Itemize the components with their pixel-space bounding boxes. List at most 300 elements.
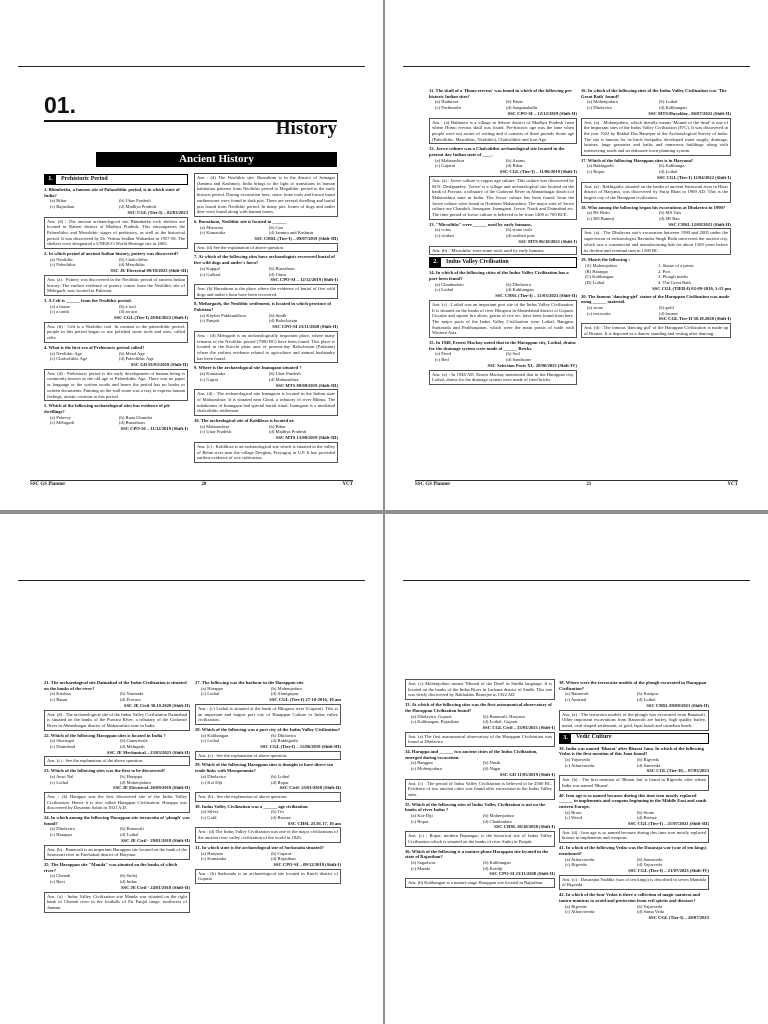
option: (a) Chanhudaro [435, 281, 464, 287]
exam-source: SSC CGL (Tier-I) 12/04/2022 (Shift-I) [656, 174, 731, 180]
option: (d) Mesolithic [119, 262, 146, 268]
match-cell: 2. Port [658, 268, 671, 274]
option: (b) Dholavira [271, 732, 296, 738]
question-block [405, 802, 555, 847]
match-cell: (A) Mohenjodaro [585, 262, 618, 268]
options-grid [429, 227, 577, 238]
options-grid [44, 198, 188, 209]
match-cell: 4. The Great Bath [658, 280, 691, 286]
exam-source: SSC CPO-SI 23/11/2020 (Shift-II) [272, 324, 338, 330]
question-text: 41. In which of the following Vedas was the Dasaraja war (war of ten kings) mentioned? [559, 845, 707, 856]
question-text: 14. In which of the following cities of the Indus Valley Civilization has a port been found? [429, 270, 569, 281]
option: (b) Assam [506, 157, 525, 163]
exam-source: SSC CHSL (Tier-I) – 21/03/2023 (Shift-II) [495, 293, 577, 299]
question-text: 2. In which period of ancient Indian history, pottery was discovered? [44, 251, 179, 257]
option: (b) Uttar Pradesh [269, 371, 301, 377]
options-grid [44, 257, 188, 268]
answer-box: Ans. (b) : Banawali is an important Harappan site located on the bank of the Saraswati river in Fatehabad district of Haryana. [44, 845, 190, 860]
option: (c) Kot Diji [201, 779, 223, 785]
exam-source: SSC CHSL (Tier-I) – 09/07/2019 (Shift-III) [254, 236, 338, 242]
question-block [559, 845, 709, 890]
page-footer [30, 480, 353, 487]
question-block [405, 702, 555, 747]
question-text: 13. "Microliths" were ______ used by early humans. [429, 221, 532, 227]
exam-source: SSC CHSL 12/08/2021 (Shift-II) [668, 221, 731, 227]
question-text: 28. Which of the following was a port city of the Indus Valley Civilization? [195, 726, 341, 732]
answer-box: Ans. (d) : The famous 'dancing girl' of the Harappan Civilization is made up of Bronze. It is depicted as a dancer standing and resting after dancing. [581, 323, 731, 338]
option: (a) Fired [435, 351, 451, 357]
option: (a) Palavoy [50, 414, 72, 420]
section-heading-vedic [559, 733, 709, 744]
option: (a) Hathnora [435, 99, 459, 105]
exam-source: SSC CHSL 25.01.17, 10 am [287, 820, 341, 826]
answer-box: Ans. (c) : See the explanation of above question. [195, 751, 341, 761]
option: (b) gold [659, 304, 674, 310]
option: (c) Dholavira [587, 105, 612, 111]
top-rule [403, 66, 750, 67]
question-text: 16. In which of the following sites of the Indus Valley Civilization was 'The Great Bath' found? [581, 88, 727, 99]
option: (c) Lothal [435, 287, 454, 293]
options-grid [195, 686, 341, 697]
options-grid [559, 691, 709, 702]
option: (b) stone tools [506, 227, 533, 233]
option: (c) Ropar [587, 169, 605, 175]
option: (d) Utnur [269, 271, 287, 277]
question-text: 42. In which of the four Vedas is there a collection of magic mantras and tantra-mantras to avoid and protection from evil spirits and diseases? [559, 892, 701, 903]
option: (a) Mohenjodaro [587, 99, 618, 105]
option: (c) terracotta [587, 310, 611, 316]
exam-source: SSC CHSL 20/10/2020 (Shift-I) [494, 824, 555, 830]
option: (c) Mohenjodaro [411, 766, 442, 772]
options-grid [559, 757, 709, 768]
answer-box: Ans. (b) Burzahom is the place where the evidence of burial of five wild dogs and antler's horn have been recovered. [194, 284, 338, 299]
option: (d) an urn [119, 309, 138, 315]
question-text: 25. The Harappan site "Manda" was situated on the banks of which river? [44, 861, 178, 873]
option: (b) Yajurveda [637, 903, 663, 909]
section-number: 1. [45, 175, 56, 184]
option: (d) Bihar [506, 163, 523, 169]
question-block [44, 187, 188, 249]
option: (d) Mohenjodaro [120, 779, 152, 785]
option: (c) Banas [50, 697, 68, 703]
answer-box: Ans. (d) : The archaeological site Inamgaon is located in the Indian state of Maharashtra. It is situated near Ghod, a tributary of river Bhima. The inhabitants of Inamgaon had special burial ritual. Inamgaon is a mutilated chalcolithic settlement. [194, 389, 338, 416]
page-footer [415, 480, 738, 487]
option: (a) Banawali [565, 691, 589, 697]
option: (a) Haryana [201, 850, 223, 856]
answer-box: Ans. (c) : Lothal was an important port site of the Indus Valley Civilization. It is situated on the banks of river Bhogava in Ahmedabad district of Gujarat. Circular and square fire altars, grains of rice etc. have been found from here. The major ports of the Indus Valley Civilization were Lothal, Rangpur, Surkotada and Prabhaspatan, which were the main points of trade with Western Asia. [429, 300, 577, 338]
question-text: 23. Which of the following sites was the first to be discovered? [44, 768, 166, 774]
question-block [559, 892, 709, 921]
chapter-number: 01. [44, 92, 76, 118]
options-grid [559, 857, 709, 868]
option: (c) Karnataka [200, 230, 226, 236]
option: (c) Gufkral [200, 271, 221, 277]
question-list [429, 88, 577, 255]
option: (c) Ropar [411, 818, 429, 824]
question-text: 30. Indus Valley Civilization was a ______ age civilization. [195, 803, 309, 809]
question-block [44, 815, 190, 860]
exam-source: SSC MTS/Havaldar– 06/07/2022 (Shift-II) [648, 110, 731, 116]
option: (a) Bihar [50, 198, 67, 204]
option: (c) Pachmarhi [435, 105, 461, 111]
options-grid [581, 99, 731, 110]
option: (a) Yajurveda [565, 757, 590, 763]
exam-source: SSC JE Electrical–26/09/2019 (Shift-II) [113, 785, 190, 791]
page-22-right-column [195, 678, 341, 884]
option: (b) Bihar [269, 423, 286, 429]
page-22 [0, 514, 383, 1024]
exam-source: SSC JE Electrical 09/10/2023 (Shift-III) [110, 268, 188, 274]
exam-source: SSC CPO-SI – 12/12/2019 (Shift-I) [270, 277, 338, 283]
option: (b) Patne [506, 99, 523, 105]
option: (a) Rakhigarhi [587, 163, 614, 169]
question-text: 34. Harappa and ______ two ancient cities of the Indus Civilization, emerged during excavation. [405, 749, 538, 760]
option: (c) Manda [411, 865, 431, 871]
option: (c) Gold [201, 815, 217, 821]
top-rule [403, 580, 750, 581]
exam-source: SSC CGL Tier-II 30.10.2020 (Shift-I) [658, 316, 731, 322]
question-block [44, 298, 188, 343]
option: (b) Banawali [120, 826, 144, 832]
answer-box: Ans. (c) : See the explanation of the above question. [44, 756, 190, 766]
option: (a) Chenab [50, 873, 71, 879]
option: (d) Indus [120, 879, 137, 885]
option: (d) Lothal [659, 169, 678, 175]
question-list [195, 680, 341, 884]
answer-box: Ans. (d) : Iron age is so named because during this time iron mostly replaced bronze in implements and weapons. [559, 828, 709, 843]
option: (a) Rigveda [565, 903, 587, 909]
exam-source: SSC JE Civil - 29/01/2018 (Shift-II) [120, 837, 190, 843]
exam-source: SSC MTS 09/08/2019 (Shift-III) [275, 382, 338, 388]
option: (b) Tin [271, 809, 284, 815]
option: (a) coins [435, 227, 451, 233]
answer-box: Ans. (b) : Celt is a Neolithic tool. In contrast to the palaeolithic period, people in this period began to use polished stone tools and axes, called celts. [44, 322, 188, 343]
question-block [44, 403, 188, 432]
options-grid [195, 774, 341, 785]
question-block [559, 680, 709, 731]
option: (c) Rigveda [565, 862, 587, 868]
option: (d) Madhya Pradesh [269, 429, 307, 435]
option: (a) a house [50, 303, 71, 309]
question-block [559, 746, 709, 791]
option: (a) Harappa [201, 685, 223, 691]
option: (b) Narmada [120, 691, 144, 697]
answer-box: Ans. (b) Kalibangan is a mature stage Harappan site located in Rajasthan. [405, 878, 555, 888]
question-block [195, 845, 341, 884]
question-block [429, 340, 577, 385]
page-23-right-column [559, 678, 709, 921]
question-block [194, 173, 338, 217]
option: (d) Pravara [120, 697, 141, 703]
option: (a) Silver [201, 809, 219, 815]
page-20 [0, 0, 383, 510]
options-grid [44, 691, 190, 702]
question-text: 19. Match the following : [581, 257, 630, 263]
options-grid [195, 851, 341, 862]
option: (c) Ravi [50, 879, 65, 885]
option: (b) Kalibangan [483, 859, 511, 865]
option: (b) Sutlej [120, 873, 138, 879]
answer-box: Ans. (b) : 'Microliths' were stone tools used by early humans. [429, 246, 577, 256]
option: (d) Yajurveda [637, 862, 663, 868]
question-block [581, 294, 731, 339]
question-block [44, 862, 190, 913]
question-block [44, 345, 188, 401]
option: (d) bronze [659, 310, 679, 316]
options-grid [405, 760, 555, 771]
exam-source: SSC JE Civil - 24/01/2018 (Shift-II) [120, 884, 190, 890]
option: (a) Mizoram [200, 224, 224, 230]
option: (c) Lothal [201, 691, 220, 697]
exam-source: SSC CGL (Tier-II) – 07/03/2023 [646, 768, 709, 774]
options-grid [44, 415, 188, 426]
option: (b) Dholavira [506, 281, 531, 287]
option: (a) Kupgal [200, 265, 220, 271]
question-block [44, 251, 188, 296]
answer-box: Ans. (a) : The Dholavira site's excavation between 1990 and 2005 under the supervision of archaeologist Ravindra Singh Bisht uncovered the ancient city, which saw a commercial and manufacturing hub for about 1500 years before its decline and eventual ruin in 1500 BC. [581, 228, 731, 255]
option: (c) a tomb [50, 309, 69, 315]
option: (d) Rajasthan [271, 856, 296, 862]
option: (b) Rigveda [637, 757, 659, 763]
option: (b) Soil [506, 351, 520, 357]
option: (d) Nagar [483, 766, 501, 772]
options-grid [44, 774, 190, 785]
answer-box: Ans. (a) : Mohenjodaro, which literally means 'Mound of the dead' is one of the important sites of the Indus Valley Civilization (IVC). It was discovered in the year 1922 by Rakhal Das Banerjee of the Archaeological Survey of India. The site is famous for its brick footpaths, developed water supply, drainage, latrines, huge granaries and baths and numerous buildings along with intersecting roads and an elaborate town planning system. [581, 118, 731, 156]
section-heading-prehistoric [44, 174, 188, 185]
exam-source: SSC CGL (Tier-I) – 11/06/2019 (Shift-I) [499, 169, 577, 175]
answer-box: Ans. (d) : The archaeological site of the Indus Valley Civilization Daimabad is situated on the banks of the Pravara River, a tributary of the Godavari River in Ahmednagar district of Maharashtra state in India. [44, 710, 190, 731]
question-block [44, 680, 190, 731]
page-20-right-column [194, 172, 338, 463]
question-list [44, 680, 190, 913]
answer-box: Ans. (a) : Rakhigarhi, situated on the banks of ancient Saraswati river in Hisar district of Haryana, was discovered by Suraj Bhan in 1969 AD. This is the largest city of the Harappan civilization. [581, 182, 731, 203]
chapter-subject: History [275, 118, 337, 139]
option: (c) Lothal [201, 738, 220, 744]
option: (c) Chalcolithic Age [50, 356, 88, 362]
question-text: 8. Mehargarh, the Neolithic settlement, is located in which province of Pakistan? [194, 301, 332, 313]
option: (c) Uttar Pradesh [200, 429, 232, 435]
options-grid [194, 313, 338, 324]
question-list [44, 187, 188, 432]
question-block [429, 146, 577, 219]
option: (d) Bronze [271, 815, 291, 821]
exam-source: SSC CGL (TIER-I) 02-09-2016, 1:15 pm [652, 285, 731, 291]
page-21-left-column [429, 86, 577, 385]
question-text: 38. Where were the terracotta models of the plough excavated in Harappan Civilization? [559, 680, 707, 691]
option: (c) Rajasthan [50, 204, 75, 210]
page-20-left-column [44, 172, 188, 432]
option: (d) SR Rao [659, 216, 680, 222]
answer-box: Ans : (a) Hathnora is a village in Sehore district of Madhya Pradesh from where Homo erectus skull was found. Pre-historic age was the time when people were not aware of writing and it consists of three periods Stone age (Paleolithic, Mesolithic, Neolithic), Chalcolithic and Iron Age. [429, 118, 577, 145]
question-block [405, 849, 555, 888]
option: (b) Goa [269, 224, 284, 230]
question-list [581, 88, 731, 338]
section-number: 2. [430, 258, 441, 267]
answer-box: Ans. (c) : The period of Indus Valley Civilization is believed to be 2500 BC. Evidence of two ancient cities was found after excavation in the Indus Valley sites. [405, 779, 555, 800]
option: (a) Kot-Diji [411, 813, 433, 819]
options-grid [44, 304, 188, 315]
question-text: 35. Which of the following sites of Indus Valley Civilization is not on the banks of river Indus ? [405, 801, 546, 813]
question-block [44, 768, 190, 813]
options-grid [581, 210, 731, 221]
option: (d) Sanganakallu [506, 105, 538, 111]
question-list [429, 270, 577, 385]
option: (d) Chanhudaro [483, 818, 512, 824]
exam-source: SSC CGL (Tier-I) 20/04/2022 (Shift-I) [113, 315, 188, 321]
option: (d) Kotdiji [483, 865, 503, 871]
page-21 [385, 0, 768, 510]
question-block [194, 254, 338, 299]
option: (b) Lothal [659, 99, 678, 105]
question-text: 17. Which of the following Harappan sites is in Haryana? [581, 157, 694, 163]
question-block [429, 222, 577, 256]
option: (b) Kazipur [637, 691, 659, 697]
footer-book: SSC GS Planner [30, 482, 66, 487]
option: (c) Karnataka [201, 856, 227, 862]
exam-source: SSC CGL (Tier-I) – 11/06/2019 (Shift-III) [260, 744, 341, 750]
question-block [195, 804, 341, 843]
question-text: 11. The skull of a 'Homo erectus' was found in which of the following pre-historic Indian sites? [429, 88, 573, 99]
option: (a) Dholavira [50, 826, 75, 832]
section-name: Indus Valley Civilisation [446, 258, 509, 265]
question-text: 9. Where is the archaeological site Inamgaon situated ? [194, 365, 302, 371]
options-grid [44, 826, 190, 837]
answer-box: Ans. (a) The first astronomical observatory of the Harappan Civilization was found at Dholavira. [405, 732, 555, 747]
option: (d) Paleolithic Age [119, 356, 154, 362]
option: (c) Atharvaveda [565, 909, 595, 915]
options-grid [581, 163, 731, 174]
option: (d) Rakhigarhi [271, 738, 298, 744]
option: (d) Madhya Pradesh [119, 204, 157, 210]
answer-box: Ans : (d) The Indus Valley Civilization was one of the major civilizations of the ancient river valley civilization of the world in 1826. [195, 827, 341, 842]
option: (c) RD Banerji [587, 216, 615, 222]
question-text: 3. A Celt is ______ from the Neolithic period. [44, 297, 132, 303]
option: (a) Khyber Pakhtunkhwa [200, 312, 247, 318]
match-cell: 1. Statue of a priest [658, 262, 694, 268]
section-name: Vedic Culture [576, 734, 612, 741]
exam-source: SSC CPO-SI – 11/12/2019 (Shift-I) [120, 426, 188, 432]
answer-box: Ans. (c) : Koldihwa is an archaeological site which is situated in the valley of Belan river near the village Devghat, Prayagraj in U.P. It has provided earliest evidence of rice cultivation. [194, 442, 338, 463]
question-text: 12. Jorwe culture was a Chalcolithic archaeological site located in the present day Indian state of ____. [429, 146, 565, 158]
question-block [195, 680, 341, 725]
exam-source: SSC CGL (Tier-I) 27-10-2016, 10 am [269, 697, 341, 703]
question-text: 7. At which of the following sites have archaeologists recovered burial of five wild dogs and antler's horn? [194, 254, 335, 266]
option: (a) Shortugai [50, 738, 75, 744]
option: (d) Kalibangan [506, 287, 534, 293]
options-grid [429, 351, 577, 362]
answer-box: Ans. : (b) Harappa was the first discovered site of the Indus Valley Civilization. Hence it is also called Harappan Civilization. Harappa was discovered by Dayaram Sahni in 1921 A.D. [44, 792, 190, 813]
answer-box: Ans. (a) : The terracotta models of the plough was excavated from Banawali. Other important excavations from Banawali are barley, high quality barley, metal, oval shaped settlement, of gold, lapis lazuli and carnelian beads. [559, 710, 709, 731]
answer-box: Ans. : (d) Mehrgarh is an archaeologically important place, where many remains of the Neolithic period (7000 BC) have been found. This place is located in the Kacchi plain area of present-day Balochistan (Pakistan) where the earliest evidence related to agriculture and animal husbandry has been found. [194, 331, 338, 364]
option: (c) Wood [565, 815, 583, 821]
option: (d) Maharashtra [269, 376, 299, 382]
exam-source: SSC CPO-SI – 12/12/2019 (Shift-II) [507, 110, 577, 116]
exam-source: SSC Civil- 25/01/2018 (Shift-II) [279, 785, 341, 791]
option: (c) Lothal [50, 779, 69, 785]
option: (b) Harappa [120, 773, 143, 779]
page-23 [385, 514, 768, 1024]
options-grid [195, 733, 341, 744]
option: (a) Krishna [50, 691, 71, 697]
question-block [405, 679, 555, 700]
option: (b) Mohenjodaro [271, 685, 303, 691]
exam-source: SSC CGL Civil – 23/03/2021 (Shift-I) [482, 724, 555, 730]
answer-box: Ans : (c) Lothal is situated at the bank of Bhogava river (Gujarat). This is an important and largest port city of Harappan Culture or Indus valley civilization. [195, 704, 341, 725]
question-text: 39. India was named 'Bharat' after Bharat Jana. In which of the following Vedas is the first mention of this Jana found? [559, 745, 704, 757]
options-grid [405, 860, 555, 871]
option: (a) Rangpur [411, 760, 434, 766]
match-cell: 3. Plough marks [658, 274, 688, 280]
options-grid [429, 282, 577, 293]
option: (b) Metal Age [119, 350, 145, 356]
option: (d) Lothal [637, 697, 656, 703]
question-block [194, 219, 338, 253]
question-text: 6. Burzahom, Neolithic site is located in ______ [194, 218, 287, 224]
exam-source: SSC MTS 06/10/2021 (Shift-I) [518, 238, 577, 244]
match-table [581, 263, 731, 286]
option: (d) Kalibangan [659, 105, 687, 111]
option: (b) Rana Ghundai [119, 414, 152, 420]
question-block [581, 257, 731, 291]
option: (d) Sama Veda [637, 909, 664, 915]
footer-publisher: YCT [342, 482, 353, 487]
option: (a) stone [587, 304, 603, 310]
answer-box: Ans. (a) : In 1948 AD, Ernest Mackay mentioned that in the Harappan city, Lothal, drains for the drainage system were made of fired bricks. [429, 370, 577, 385]
exam-source: SSC MTS 13/08/2019 (Shift-III) [275, 435, 338, 441]
option: (b) Banawali, Haryana [483, 713, 525, 719]
option: (d) Lothal [120, 832, 139, 838]
exam-source: SSC CGL (Tier-I) – 21/07/2023 (Shift-IV) [628, 867, 709, 873]
exam-source: SSC JE Mechanical – 23/03/2021 (Shift-II) [106, 749, 190, 755]
exam-source: SSC CPO-SI – 09/12/2019 (Shift-I) [273, 861, 341, 867]
option: (a) Atharvaveda [565, 856, 595, 862]
question-block [195, 727, 341, 761]
footer-publisher: YCT [727, 482, 738, 487]
option: (b) a tool [119, 303, 136, 309]
options-grid [44, 351, 188, 362]
option: (b) Nasik [483, 760, 501, 766]
question-block [194, 418, 338, 463]
options-grid [405, 714, 555, 725]
option: (a) Brass [565, 809, 582, 815]
question-block [429, 88, 577, 144]
option: (c) clothes [435, 233, 455, 239]
question-text: 24. In which among the following Harappan site terracotta of 'plough' was found? [44, 815, 190, 826]
page-23-left-column [405, 678, 555, 888]
footer-page-number: 20 [201, 482, 207, 487]
options-grid [581, 305, 731, 316]
exam-source: SSC JE Civil 30.10.2020 (Shift-II) [123, 702, 190, 708]
exam-source: SSC CGL (Tier-I) – 21/07/2023 (Shift-III) [627, 821, 709, 827]
question-block [195, 762, 341, 801]
option: (d) Mehrgarh [120, 744, 145, 750]
options-grid [559, 904, 709, 915]
option: (d) Lothal, Gujarat [483, 719, 518, 725]
option: (c) Paleolithic [50, 262, 76, 268]
question-list [405, 679, 555, 888]
question-text: 21. The archaeological site Daimabad of the Indus Civilization is situated on the banks of the river? [44, 680, 187, 691]
question-text: 15. In 1948, Ernest Mackay noted that in the Harappan city, Lothal, drains for the drainage system were made of ______ Bricks. [429, 340, 576, 351]
question-block [559, 793, 709, 844]
option: (b) Sindh [269, 312, 287, 318]
question-text: 27. The following was the harbour in the Harappan site. [195, 680, 305, 685]
option: (c) Atharvaveda [565, 762, 595, 768]
option: (b) Kalibanga [659, 163, 685, 169]
question-text: 5. Which of the following archaeological sites has evidence of pit-dwellings? [44, 403, 171, 414]
chapter-banner: Ancient History [96, 152, 337, 167]
option: (c) Harappa [50, 832, 72, 838]
section-number: 3. [560, 734, 571, 743]
